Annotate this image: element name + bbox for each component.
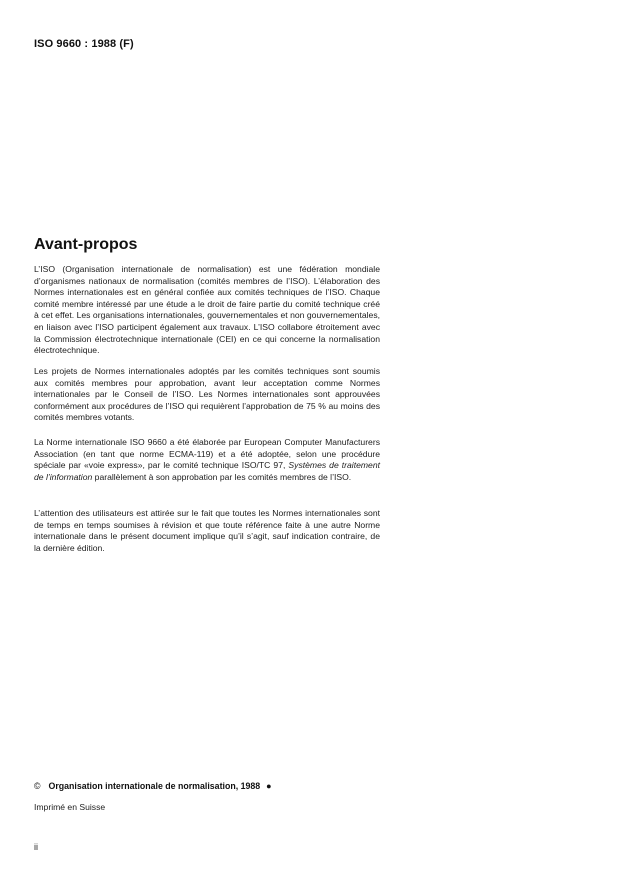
paragraph-draft-standards (34, 366, 380, 424)
paragraph-italic-title: Systèmes de traitement de l’information (34, 460, 380, 482)
paragraph-text: L’attention des utilisateurs est attirée sur le fait que toutes les Normes internationales sont de temps en temps soumises à révision et que toute référence faite à une autre Norme internationale dans le présent document implique qu’il s’agit, sauf indication contraire, de la dernière édition. (34, 508, 380, 553)
paragraph-text: L’ISO (Organisation internationale de normalisation) est une fédération mondiale d’organismes nationaux de normalisation (comités membres de l’ISO). L’élaboration des Normes internationales est en général confiée aux comités techniques de l’ISO. Chaque comité membre intéressé par une étude a le droit de faire partie du comité technique créé à cet effet. Les organisations internationales, gouvernementales et non gouvernementales, en liaison avec l’ISO participent également aux travaux. L’ISO collabore étroitement avec la Commission électrotechnique internationale (CEI) en ce qui concerne la normalisation électrotechnique. (34, 264, 380, 356)
paragraph-iso-description (34, 264, 380, 357)
paragraph-text (34, 437, 380, 483)
section-title: Avant-propos (34, 236, 138, 253)
copyright-symbol: © (34, 781, 41, 791)
bullet-icon: ● (266, 781, 272, 791)
document-id-header: ISO 9660 : 1988 (F) (34, 38, 134, 50)
paragraph-text-part: La Norme internationale ISO 9660 a été élaborée par European Computer Manufacturers Association (en tant que norme ECMA-119) et a été adoptée, selon une procédure spéciale par «voie express», par le comité technique ISO/TC 97, (34, 437, 380, 471)
copyright-text: Organisation internationale de normalisation, 1988 (48, 781, 261, 791)
copyright-line (34, 781, 272, 791)
printed-in: Imprimé en Suisse (34, 802, 106, 812)
paragraph-revision-notice (34, 508, 380, 554)
paragraph-text-part: parallèlement à son approbation par les comités membres de l’ISO. (92, 471, 352, 482)
paragraph-iso9660-origin (34, 437, 380, 483)
page-number: ii (34, 842, 38, 852)
paragraph-text: Les projets de Normes internationales adoptés par les comités techniques sont soumis aux comités membres pour approbation, avant leur acceptation comme Normes internationales par le Conseil de l’ISO. Les Normes internationales sont approuvées conformément aux procédures de l’ISO qui requièrent l’approbation de 75 % au moins des comités membres votants. (34, 366, 380, 423)
